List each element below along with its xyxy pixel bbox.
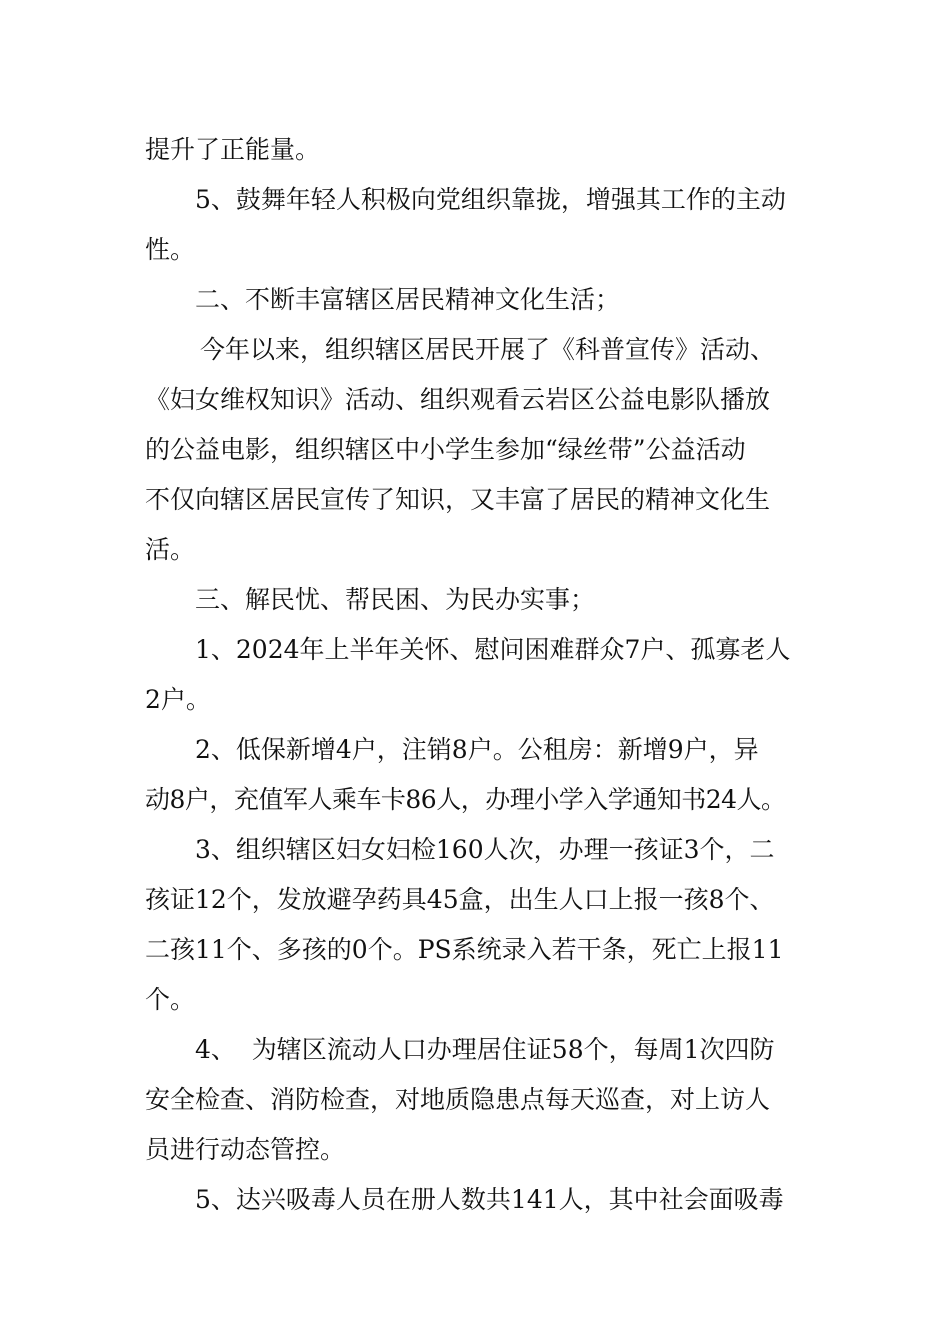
text-line: 员进行动态管控。 [145,1135,346,1164]
text-line: 今年以来，组织辖区居民开展了《科普宣传》活动、 [200,335,776,364]
text-line: 3、组织辖区妇女妇检160人次，办理一孩证3个，二 [195,835,775,864]
text-line: 动8户，充值军人乘车卡86人，办理小学入学通知书24人。 [145,785,786,814]
section-heading: 二、不断丰富辖区居民精神文化生活； [195,285,621,314]
section-heading: 三、解民忧、帮民困、为民办实事； [195,585,596,614]
text-line: 《妇女维权知识》活动、组织观看云岩区公益电影队播放 [145,385,771,414]
text-line: 2、低保新增4户，注销8户。公租房：新增9户，异 [195,735,759,764]
text-line: 2户。 [145,685,211,714]
text-line: 孩证12个，发放避孕药具45盒，出生人口上报一孩8个、 [145,885,775,914]
text-line: 提升了正能量。 [145,135,321,164]
text-line: 性。 [145,235,196,264]
text-line: 1、2024年上半年关怀、慰问困难群众7户、孤寡老人 [195,635,791,664]
text-line: 个。 [145,985,196,1014]
text-line: 5、鼓舞年轻人积极向党组织靠拢，增强其工作的主动 [195,185,786,214]
text-line: 的公益电影，组织辖区中小学生参加“绿丝带”公益活动 [145,435,746,464]
text-line: 活。 [145,535,196,564]
text-line: 安全检查、消防检查，对地质隐患点每天巡查，对上访人 [145,1085,771,1114]
text-line: 4、 为辖区流动人口办理居住证58个，每周1次四防 [195,1035,775,1064]
text-line: 5、达兴吸毒人员在册人数共141人，其中社会面吸毒 [195,1185,784,1214]
text-line: 二孩11个、多孩的0个。PS系统录入若干条，死亡上报11 [145,935,784,964]
text-line: 不仅向辖区居民宣传了知识，又丰富了居民的精神文化生 [145,485,771,514]
